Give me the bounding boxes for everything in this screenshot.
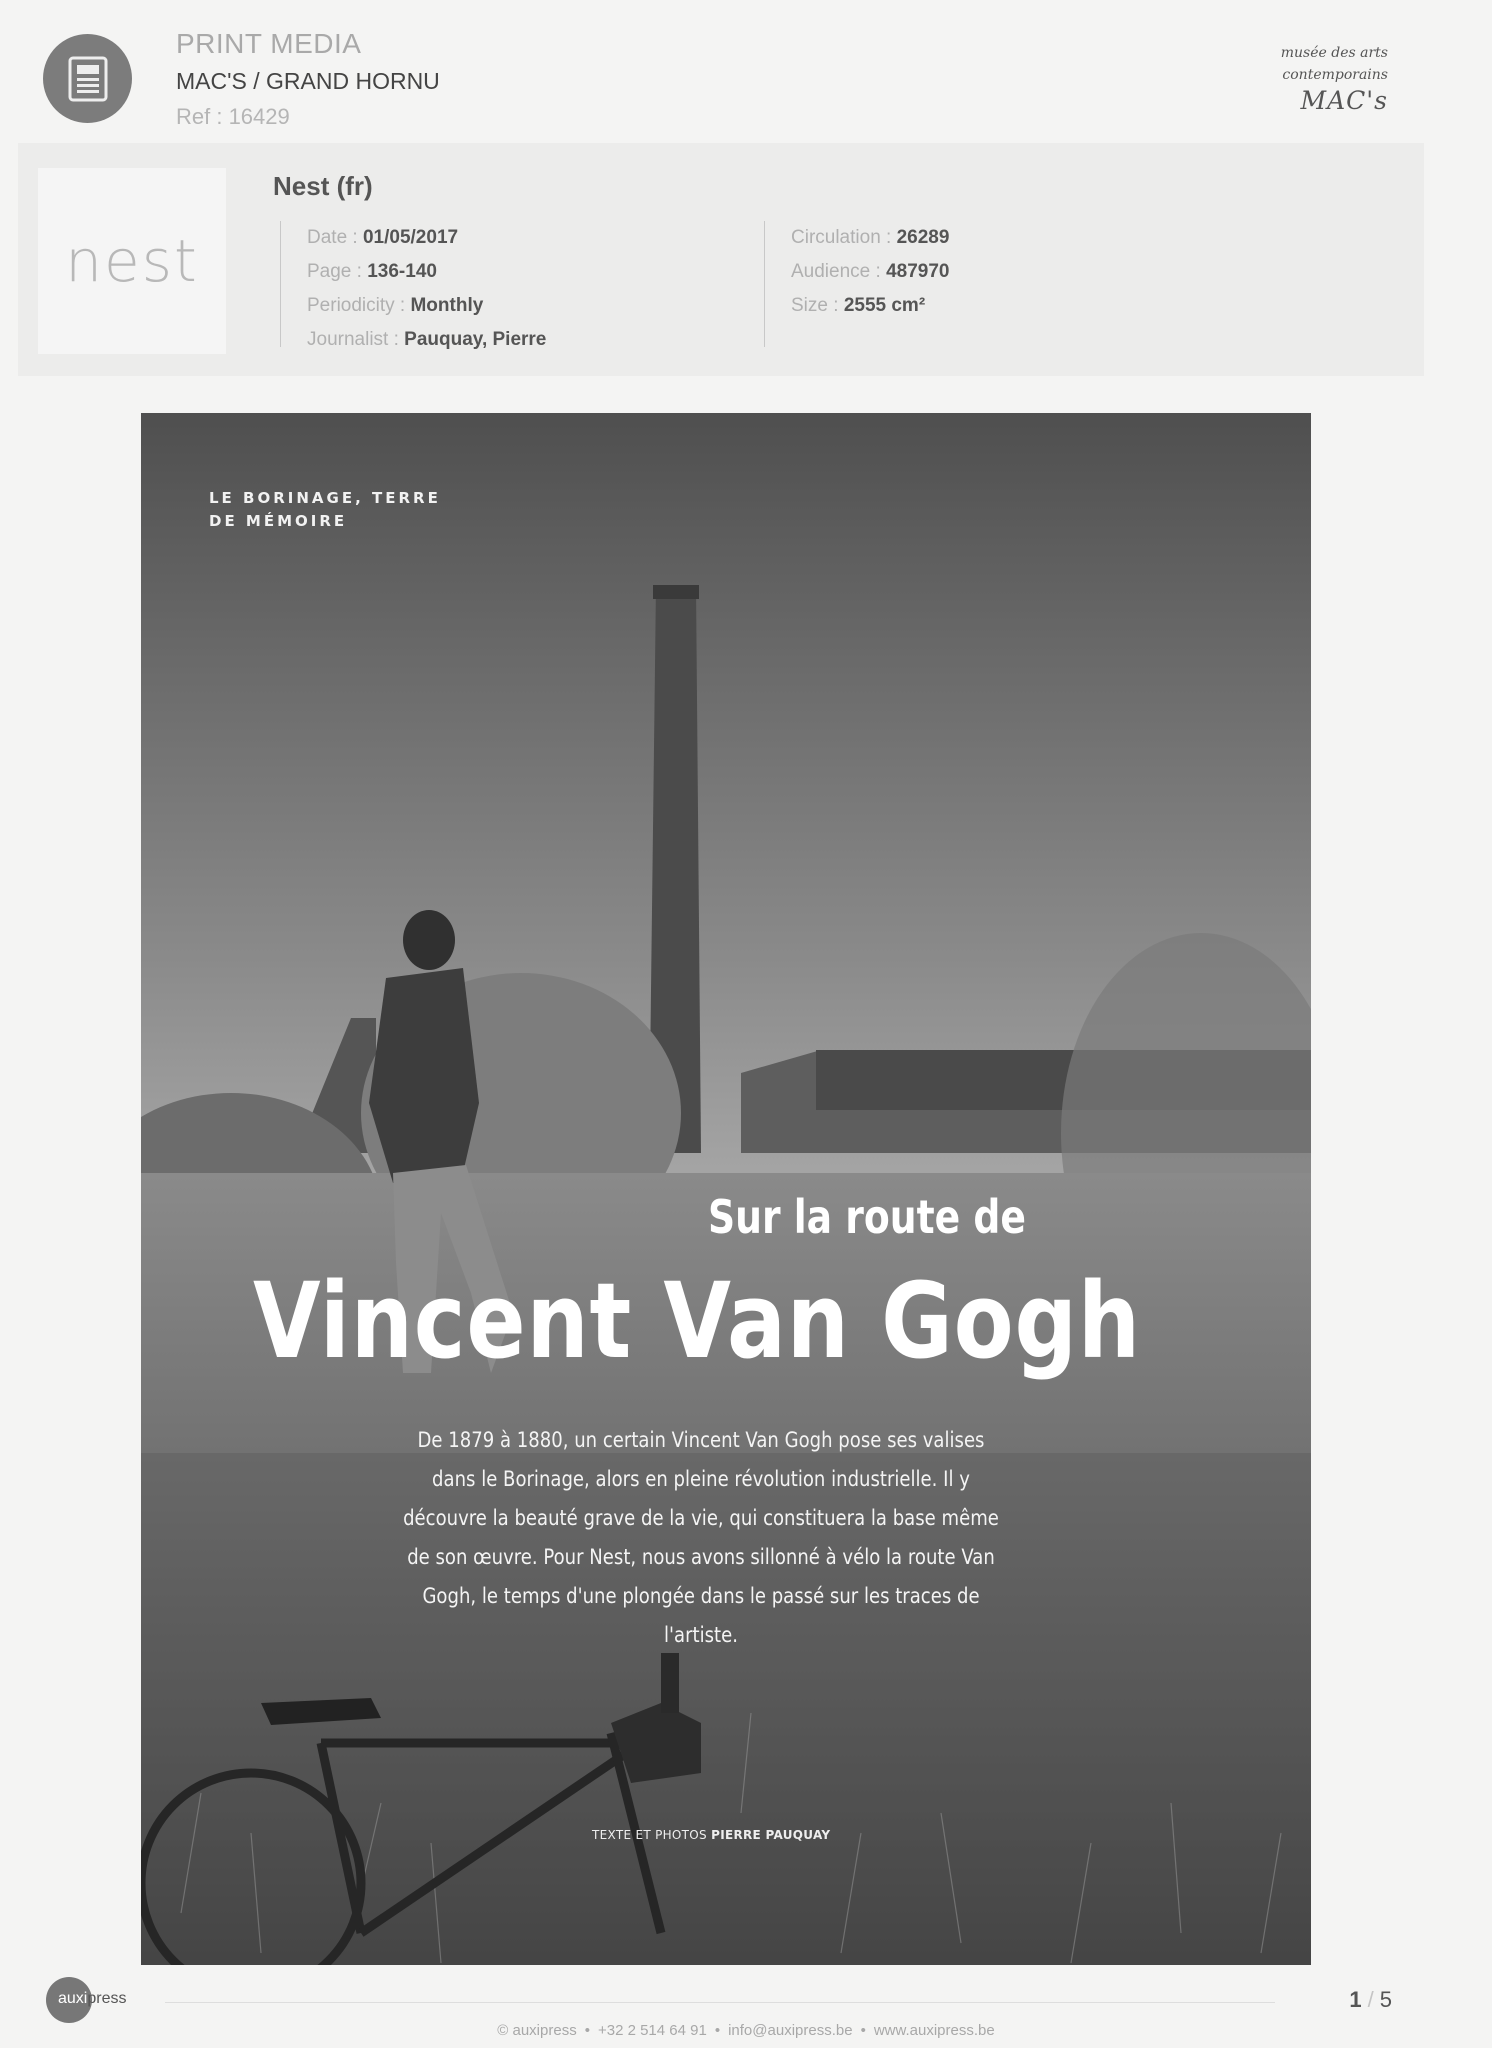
- auxipress-logo-text-a: auxi: [58, 1990, 88, 2007]
- footer-email[interactable]: info@auxipress.be: [728, 2022, 853, 2039]
- article-credit: [592, 1828, 830, 1842]
- client-logo-line2: contemporains: [1282, 67, 1388, 83]
- meta-periodicity: Periodicity : Monthly: [307, 295, 484, 316]
- client-logo: [1281, 42, 1388, 116]
- client-name: MAC'S / GRAND HORNU: [176, 68, 440, 94]
- reference-number: Ref : 16429: [176, 104, 290, 129]
- publication-logo-text: nest: [65, 227, 199, 295]
- meta-date: Date : 01/05/2017: [307, 227, 459, 248]
- page-separator: /: [1367, 1987, 1374, 2012]
- footer-copyright: © auxipress: [497, 2022, 577, 2039]
- article-title-prefix: Sur la route de: [708, 1190, 1026, 1244]
- newspaper-icon: [68, 56, 108, 102]
- article-photo: [141, 413, 1311, 1965]
- meta-column-right: [764, 221, 949, 347]
- meta-journalist: Journalist : Pauquay, Pierre: [307, 329, 547, 350]
- article-title: Vincent Van Gogh: [253, 1260, 1141, 1382]
- article-page-image: [141, 413, 1311, 1965]
- media-type: PRINT MEDIA: [176, 28, 362, 59]
- meta-column-left: [280, 221, 547, 350]
- auxipress-logo-text: [58, 1990, 126, 2008]
- meta-page: Page : 136-140: [307, 261, 437, 282]
- auxipress-logo-text-b: press: [87, 1990, 127, 2007]
- credit-name: PIERRE PAUQUAY: [711, 1828, 831, 1842]
- meta-circulation: Circulation : 26289: [791, 227, 950, 248]
- header-info: [176, 28, 440, 130]
- print-media-icon: [43, 34, 132, 123]
- publication-info-band: [18, 143, 1424, 376]
- page-current: 1: [1349, 1987, 1362, 2012]
- publication-logo: [38, 168, 226, 354]
- article-intro: De 1879 à 1880, un certain Vincent Van Gogh pose ses valises dans le Borinage, alors en pleine révolution industrielle. Il y découvre la beauté grave de la vie, qui constituera la base même de son œuvre. Pour Nest, nous avons sillonné à vélo la route Van Gogh, le temps d'une plongée dans le passé sur les traces de l'artiste.: [403, 1428, 999, 1647]
- page-indicator: [1349, 1987, 1392, 2013]
- publication-name: Nest (fr): [273, 171, 373, 201]
- page-total: 5: [1379, 1987, 1392, 2012]
- client-logo-line3: MAC's: [1300, 86, 1388, 115]
- footer-website[interactable]: www.auxipress.be: [873, 2022, 995, 2039]
- credit-prefix: TEXTE ET PHOTOS: [592, 1828, 712, 1842]
- article-kicker: LE BORINAGE, TERRE DE MÉMOIRE: [209, 489, 441, 530]
- meta-audience: Audience : 487970: [791, 261, 950, 282]
- footer-phone: +32 2 514 64 91: [597, 2022, 707, 2039]
- client-logo-line1: musée des arts: [1280, 45, 1388, 61]
- footer-contact: © auxipress • +32 2 514 64 91 • info@auxipress.be • www.auxipress.be: [497, 2022, 995, 2039]
- footer-divider: [165, 2002, 1275, 2003]
- meta-size: Size : 2555 cm²: [791, 295, 926, 316]
